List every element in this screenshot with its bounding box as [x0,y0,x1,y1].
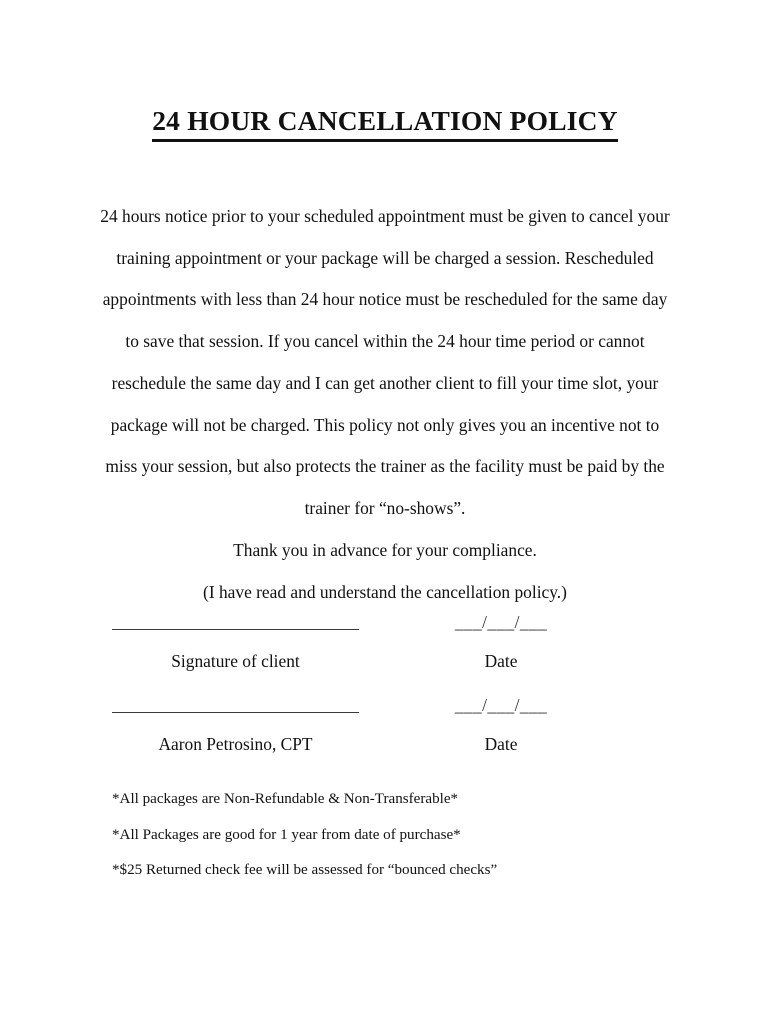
policy-line: package will not be charged. This policy not only gives you an incentive not to [110,414,660,435]
client-date-label: Date [484,651,518,671]
policy-paragraph [86,196,684,530]
policy-line: miss your session, but also protects the trainer as the facility must be paid by the [105,456,665,477]
footnotes [112,782,712,889]
policy-line: to save that session. If you cancel within the 24 hour time period or cannot [125,331,645,352]
footnote-item: *$25 Returned check fee will be assessed for “bounced checks” [112,862,498,879]
policy-line: reschedule the same day and I can get another client to fill your time slot, your [111,372,659,393]
policy-line: training appointment or your package will be charged a session. Rescheduled [116,247,654,268]
signature-block-trainer [86,695,684,764]
signature-row [86,695,684,721]
client-signature-line[interactable] [112,629,359,630]
trainer-date-label: Date [484,734,518,754]
policy-line: trainer for “no-shows”. [304,497,466,518]
trainer-date-field[interactable]: ___/___/___ [454,695,548,715]
signature-row [86,612,684,638]
acknowledgement-line: (I have read and understand the cancellation policy.) [203,581,567,602]
trainer-name-label: Aaron Petrosino, CPT [158,734,313,754]
page-title: 24 HOUR CANCELLATION POLICY [152,106,618,142]
closing-statements [86,530,684,613]
page-title-container [0,88,770,161]
signature-label-row [86,734,684,764]
client-signature-label: Signature of client [171,651,300,671]
signature-block-client [86,612,684,681]
policy-line: appointments with less than 24 hour notice must be rescheduled for the same day [102,289,668,310]
signature-label-row [86,651,684,681]
footnote-item: *All packages are Non-Refundable & Non-Transferable* [112,791,459,807]
client-date-field[interactable]: ___/___/___ [454,612,548,632]
footnote-item: *All Packages are good for 1 year from date of purchase* [112,826,461,843]
thank-you-line: Thank you in advance for your compliance. [233,540,537,560]
policy-line: 24 hours notice prior to your scheduled appointment must be given to cancel your [100,206,670,226]
trainer-signature-line[interactable] [112,712,359,713]
